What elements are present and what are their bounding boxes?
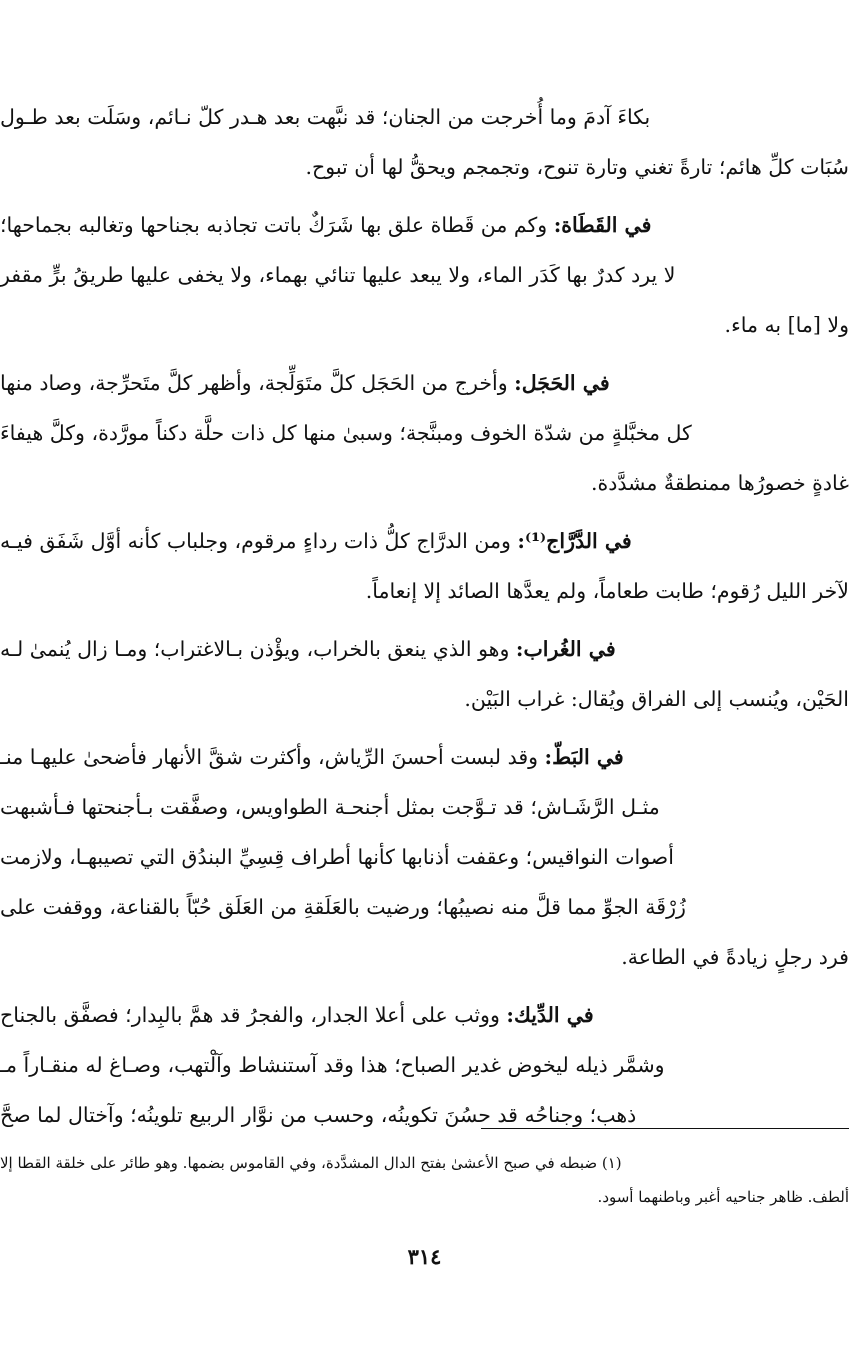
text-line: ولا [ما] به ماء. <box>724 313 849 337</box>
section-heading: في الدَّرَّاج⁽¹⁾: <box>517 529 632 553</box>
section-durraj-line <box>0 516 849 566</box>
text-line: أصوات النواقيس؛ وعقفت أذنابها كأنها أطراف قِسِيِّ البندُق التي تصيبهـا، ولازمت <box>0 845 674 869</box>
text-line: ذهب؛ وجناحُه قد حسُنَ تكوينُه، وحسب من نوَّار الربيع تلوينُه؛ وآختال لما صحَّ <box>0 1103 637 1127</box>
text-line: وشمَّر ذيله ليخوض غدير الصباح؛ هذا وقد آستنشاط وآلْتهب، وصـاغ له منقـاراً مـ <box>0 1053 665 1077</box>
text-line: سُبَات كلِّ هائم؛ تارةً تغني وتارة تنوح، وتجمجم ويحقُّ لها أن تبوح. <box>305 155 849 179</box>
footnote-line: (١) ضبطه في صبح الأعشىٰ بفتح الدال المشدَّدة، وفي القاموس بضمها. وهو طائر على خلقة القطا إلا <box>0 1154 622 1172</box>
text-line: زُرْقَة الجوِّ مما قلَّ منه نصيبُها؛ ورضيت بالعَلَقةِ من العَلَق حُبّاً بالقناعة، ووقفت على <box>0 895 686 919</box>
section-hajal-line <box>0 358 849 408</box>
section-heading: في البَطّ: <box>544 745 624 769</box>
section-batt-line <box>0 732 849 782</box>
section-text: ومن الدرَّاج كلُّ ذات رداءٍ مرقوم، وجلباب كأنه أوَّل شَفَق فيـه <box>0 529 518 553</box>
page-number: ٣١٤ <box>407 1244 442 1269</box>
text-line: غادةٍ خصورُها ممنطقةٌ مشدَّدة. <box>591 471 849 495</box>
section-ghurab-line <box>0 624 849 674</box>
main-text <box>0 92 849 1140</box>
section-qata-line <box>0 200 849 250</box>
section-text: وأخرج من الحَجَل كلَّ متَوَلِّجة، وأظهر كلَّ متَحرِّجة، وصاد منها <box>0 371 515 395</box>
footnote-divider <box>481 1128 849 1129</box>
section-text: وقد لبست أحسنَ الرِّياش، وأكثرت شقَّ الأنهار فأضحىٰ عليهـا منـ <box>0 745 545 769</box>
section-heading: في الغُراب: <box>515 637 616 661</box>
text-line: لا يرد كدرٌ بها كَدَر الماء، ولا يبعد عليها تنائي بهماء، ولا يخفى عليها طريقُ برٍّ مقفر <box>0 263 676 287</box>
footnotes <box>0 1146 849 1214</box>
text-line: الحَيْن، ويُنسب إلى الفراق ويُقال: غراب البَيْن. <box>464 687 849 711</box>
section-text: وهو الذي ينعق بالخراب، ويؤْذن بـالاغتراب؛ ومـا زال يُنمىٰ لـه <box>0 637 516 661</box>
section-heading: في القَطَاة: <box>553 213 652 237</box>
section-heading: في الحَجَل: <box>514 371 610 395</box>
text-line: مثـل الرَّشَـاش؛ قد تـوَّجت بمثل أجنحـة الطواويس، وصفَّقت بـأجنحتها فـأشبهت <box>0 795 660 819</box>
footnote-line: ألطف. ظاهر جناحيه أغبر وباطنهما أسود. <box>597 1188 849 1206</box>
section-heading: في الدِّيك: <box>506 1003 594 1027</box>
text-line: كل مخبَّلةٍ من شدّة الخوف ومبنَّجة؛ وسبىٰ منها كل ذات حلَّة دكناً مورَّدة، وكلَّ هيفاءَ <box>0 421 692 445</box>
section-text: وكم من قَطاة علق بها شَرَكٌ باتت تجاذبه بجناحها وتغالبه بجماحها؛ <box>0 213 554 237</box>
section-text: ووثب على أعلا الجدار، والفجرُ قد همَّ بالبِدار؛ فصفَّق بالجناح <box>0 1003 507 1027</box>
text-line: لآخر الليل رُقوم؛ طابت طعاماً، ولم يعدَّها الصائد إلا إنعاماً. <box>365 579 849 603</box>
text-line: فرد رجلٍ زيادةً في الطاعة. <box>621 945 849 969</box>
section-dik-line <box>0 990 849 1040</box>
text-line: بكاءَ آدمَ وما أُخرجت من الجنان؛ قد نبَّهت بعد هـدر كلّ نـائم، وسَلَت بعد طـول <box>0 105 651 129</box>
